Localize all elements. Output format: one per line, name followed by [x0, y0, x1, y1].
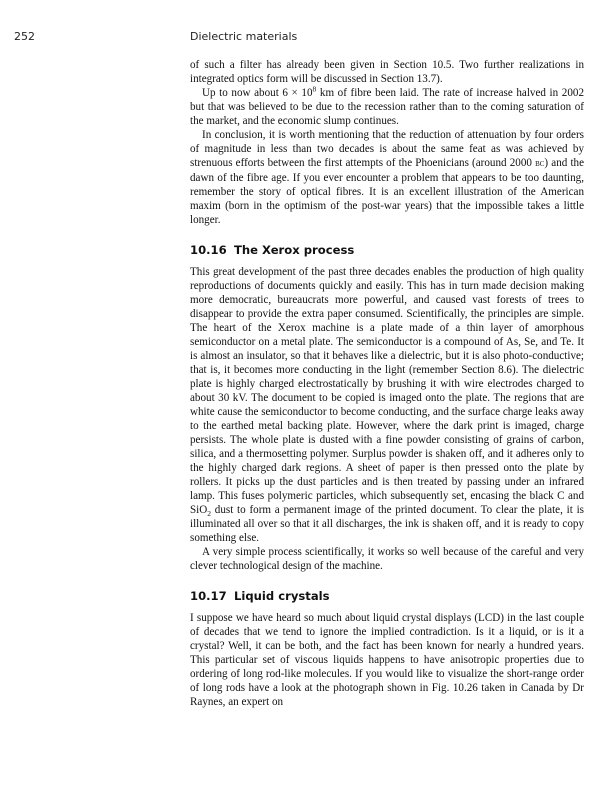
paragraph: of such a filter has already been given in Section 10.5. Two further realizations in integrated optics form will be discussed in Section 13.7).	[190, 59, 584, 85]
section-title: Liquid crystals	[234, 589, 330, 603]
paragraph: A very simple process scientifically, it works so well because of the careful and very clever technological design of the machine.	[190, 546, 584, 572]
page-number: 252	[14, 30, 35, 43]
running-title: Dielectric materials	[190, 30, 298, 43]
running-head	[0, 30, 615, 50]
section-heading-xerox	[190, 243, 584, 257]
paragraph: Up to now about $6 \times 10^8$ km of fibre been laid. The rate of increase halved in 2002 but that was believed to be due to the recession rather than to the coming saturation of the market, and the economic slump continues.	[190, 84, 584, 127]
paragraph: In conclusion, it is worth mentioning that the reduction of attenuation by four orders of magnitude in less than two decades is about the same feat as was achieved by strenuous efforts between the first attempts of the Phoenicians (around 2000 bc) and the dawn of the fibre age. If you ever encounter a problem that appears to be too daunting, remember the story of optical fibres. It is an excellent illustration of the American maxim (born in the optimism of the post-war years) that the impossible takes a little longer.	[190, 129, 585, 226]
section-number: 10.16	[190, 243, 227, 257]
section-title: The Xerox process	[234, 243, 355, 257]
section-number: 10.17	[190, 589, 227, 603]
paragraph: I suppose we have heard so much about liquid crystal displays (LCD) in the last couple of decades that we tend to ignore the implied contradiction. Is it a liquid, or is it a crystal? Well, it can be both, and the fact has been known for nearly a hundred years. This particular set of viscous liquids happens to have anisotropic properties due to ordering of long rod-like molecules. If you would like to visualize the short-range order of long rods have a look at the photograph shown in Fig. 10.26 taken in Canada by Dr Raynes, an expert on	[190, 612, 584, 708]
paragraph: This great development of the past three decades enables the production of high quality reproductions of documents quickly and easily. This has in turn made decision making more democratic, bureaucrats more powerful, and caused vast forests of trees to disappear to provide the extra paper consumed. Scientifically, the principles are simple. The heart of the Xerox machine is a plate made of a thin layer of amorphous semiconductor on a metal plate. The semiconductor is a compound of As, Se, and Te. It is almost an insulator, so that it behaves like a dielectric, but it is also photo-conductive; that is, it becomes more conducting in the light (remember Section 8.6). The dielectric plate is highly charged electrostatically by brushing it with wire electrodes charged to about 30 kV. The document to be copied is imaged onto the plate. The regions that are white cause the semiconductor to become conducting, and the surface charge leaks away to the earthed metal backing plate. However, where the dark print is imaged, charge persists. The whole plate is dusted with a fine powder consisting of grains of carbon, silica, and a thermosetting polymer. Surplus powder is shaken off, and it adheres only to the highly charged dark regions. A sheet of paper is then pressed onto the plate by rollers. It picks up the dust particles and is then treated by passing under an infrared lamp. This fuses polymeric particles, which subsequently set, encasing the black C and SiO$_2$ dust to form a permanent image of the printed document. To clear the plate, it is illuminated all over so that it all discharges, the ink is shaken off, and it is ready to copy something else.	[190, 266, 584, 544]
section-heading-liquid-crystals	[190, 589, 584, 603]
page-body	[190, 58, 584, 709]
